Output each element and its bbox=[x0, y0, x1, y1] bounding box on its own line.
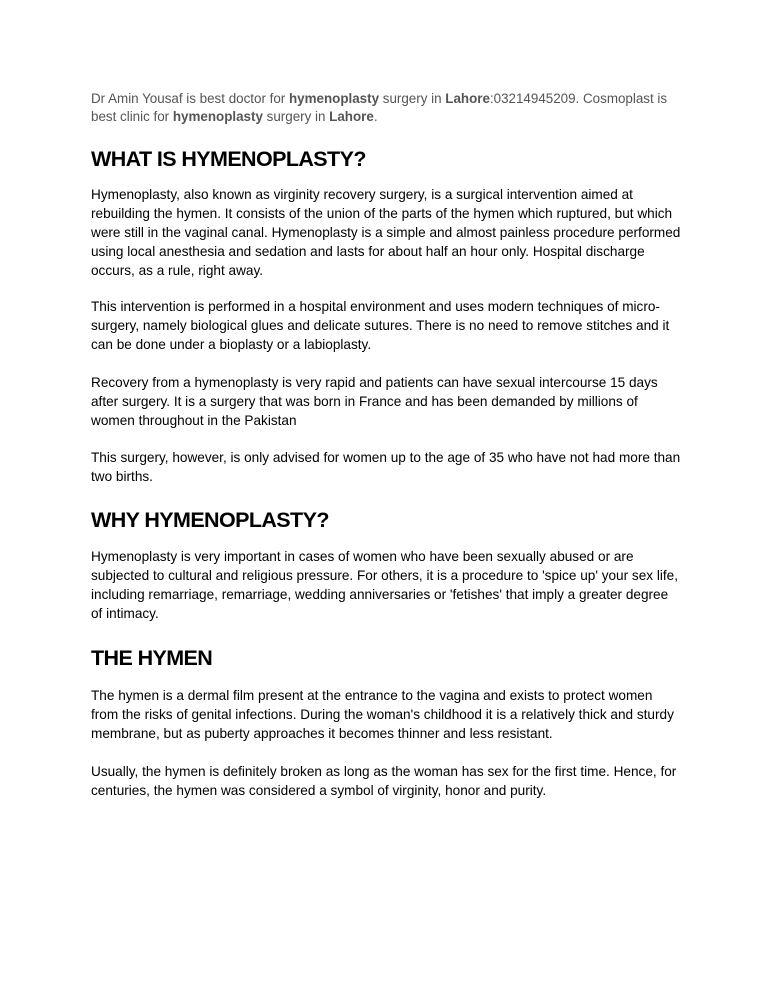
intro-keyword: Lahore bbox=[329, 109, 374, 124]
paragraph-definition: Hymenoplasty, also known as virginity recovery surgery, is a surgical intervention aimed at rebuilding the hymen. It consists of the union of the parts of the hymen which ruptured, but which were still in the vaginal canal. Hymenoplasty is a simple and almost painless procedure performed using local anesthesia and sedation and lasts for about half an hour only. Hospital discharge occurs, as a rule, right away. bbox=[91, 187, 681, 278]
paragraph-reasons: Hymenoplasty is very important in cases of women who have been sexually abused or are subjected to cultural and religious pressure. For others, it is a procedure to 'spice up' your sex life, including remarriage, remarriage, wedding anniversaries or 'fetishes' that imply a greater degree of intimacy. bbox=[91, 549, 678, 621]
intro-text: :03214945209. Cosmoplast is best clinic for bbox=[91, 91, 668, 124]
paragraph-recovery: Recovery from a hymenoplasty is very rapid and patients can have sexual intercourse 15 days after surgery. It is a surgery that was born in France and has been demanded by millions of women throughout in the Pakistan bbox=[91, 375, 658, 428]
paragraph-procedure: This intervention is performed in a hospital environment and uses modern techniques of micro-surgery, namely biological glues and delicate sutures. There is no need to remove stitches and it can be done under a bioplasty or a labioplasty. bbox=[91, 299, 670, 352]
intro-text: . bbox=[373, 109, 378, 124]
paragraph-hymen-description: The hymen is a dermal film present at the entrance to the vagina and exists to protect women from the risks of genital infections. During the woman's childhood it is a relatively thick and sturdy membrane, but as puberty approaches it becomes thinner and less resistant. bbox=[91, 688, 674, 741]
paragraph-hymen-symbol: Usually, the hymen is definitely broken as long as the woman has sex for the first time. Hence, for centuries, the hymen was considered a symbol of virginity, honor and purity. bbox=[91, 764, 677, 798]
intro-text: Dr Amin Yousaf is best doctor for bbox=[91, 91, 289, 106]
intro-text: surgery in bbox=[262, 109, 330, 124]
intro-text: surgery in bbox=[379, 91, 446, 106]
paragraph-eligibility: This surgery, however, is only advised for women up to the age of 35 who have not had more than two births. bbox=[91, 450, 681, 484]
heading-why-hymenoplasty: WHY HYMENOPLASTY? bbox=[91, 508, 329, 532]
intro-keyword: hymenoplasty bbox=[172, 109, 263, 124]
heading-the-hymen: THE HYMEN bbox=[91, 646, 213, 670]
intro-keyword: hymenoplasty bbox=[288, 91, 380, 106]
intro-paragraph bbox=[91, 90, 691, 126]
intro-keyword: Lahore bbox=[445, 91, 490, 106]
heading-what-is-hymenoplasty: WHAT IS HYMENOPLASTY? bbox=[91, 147, 366, 171]
